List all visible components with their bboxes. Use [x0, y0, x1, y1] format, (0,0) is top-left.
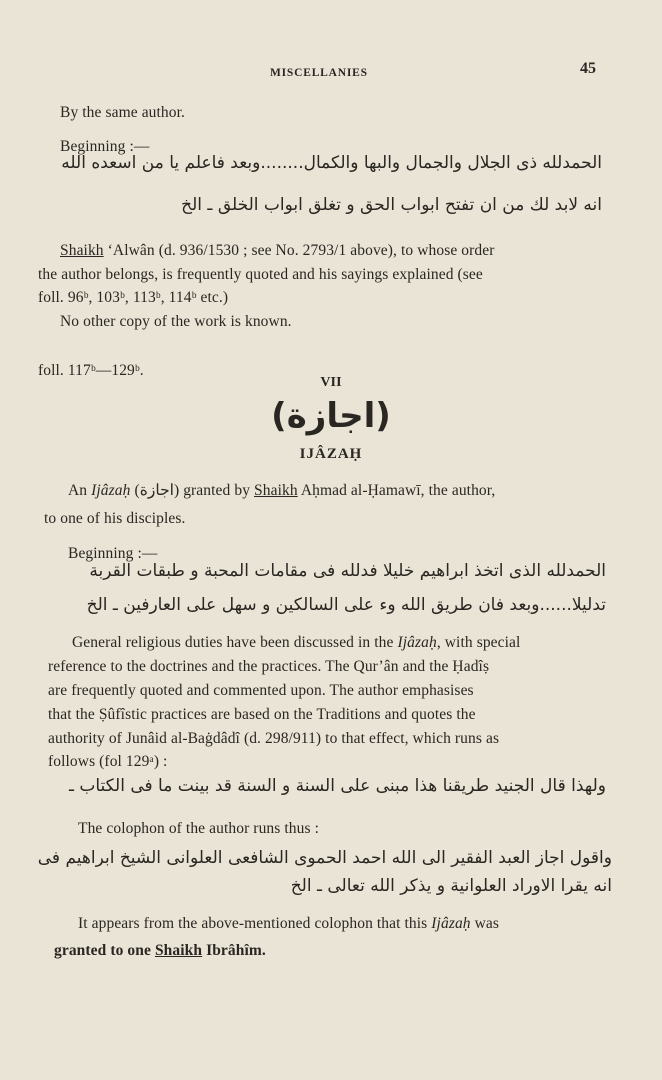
- page-number: 45: [580, 60, 596, 77]
- ijazah-term: Ijâzaḥ: [91, 482, 131, 499]
- shaikh-name: Shaikh: [254, 482, 298, 499]
- arabic-quote: ولهذا قال الجنید طریقنا هذا مبنی علی السنة و السنة قد بینت ما فی الکتاب ـ: [68, 776, 606, 796]
- final-line-2: [54, 942, 266, 960]
- arabic-beginning-2-line-1: الحمدلله الذی اتخذ ابراهیم خلیلا فدلله فی مقامات المحبة و طبقات القربة: [89, 561, 606, 581]
- text-span: Aḥmad al-Ḥamawī, the author,: [297, 482, 496, 499]
- arabic-section-title: (اجازة): [271, 396, 391, 436]
- ijazah-term: Ijâzaḥ: [431, 915, 471, 932]
- text-span: was: [470, 915, 500, 932]
- colophon-intro: The colophon of the author runs thus :: [78, 820, 319, 837]
- same-author-line: By the same author.: [60, 104, 186, 121]
- beginning-label-1: Beginning :—: [60, 138, 150, 155]
- body-line-5: authority of Junâid al-Baġdâdî (d. 298/911) to that effect, which runs as: [48, 730, 500, 747]
- running-title: MISCELLANIES: [270, 67, 368, 79]
- text-span: , with special: [436, 634, 521, 651]
- text-span: (اجازة) granted by: [130, 482, 255, 499]
- paragraph-1-line-1: [60, 242, 495, 260]
- final-line-1: [78, 915, 499, 933]
- paragraph-2: No other copy of the work is known.: [60, 313, 292, 330]
- paragraph-1-line-2: the author belongs, is frequently quoted and his sayings explained (see: [38, 266, 483, 283]
- arabic-beginning-line-2: انه لابد لك من ان تفتح ابواب الحق و تغلق ابواب الخلق ـ الخ: [181, 195, 602, 215]
- arabic-colophon-line-2: انه یقرا الاوراد العلوانیة و یذکر الله تعالی ـ الخ: [290, 876, 612, 896]
- text-span: It appears from the above-mentioned colophon that this: [78, 915, 432, 932]
- folios-range: foll. 117ᵇ—129ᵇ.: [38, 362, 144, 379]
- text-span: General religious duties have been discussed in the: [72, 634, 398, 651]
- text-span: granted to one: [54, 942, 155, 959]
- ijazah-term: Ijâzaḥ: [397, 634, 437, 651]
- beginning-label-2: Beginning :—: [68, 545, 158, 562]
- body-line-6: follows (fol 129ᵃ) :: [48, 753, 168, 770]
- arabic-colophon-line-1: واقول اجاز العبد الفقیر الی الله احمد الحموی الشافعی العلوانی الشیخ ابراهیم فی: [37, 848, 612, 868]
- paragraph-1-line-3: foll. 96ᵇ, 103ᵇ, 113ᵇ, 114ᵇ etc.): [38, 289, 229, 306]
- arabic-beginning-2-line-2: تدلیلا......وبعد فان طریق الله وء علی السالکین و سهل علی العارفین ـ الخ: [86, 595, 606, 615]
- section-roman-numeral: VII: [320, 375, 342, 390]
- shaikh-name: Shaikh: [154, 942, 203, 959]
- text-span: ‘Alwân (d. 936/1530 ; see No. 2793/1 above), to whose order: [103, 242, 495, 259]
- body-line-3: are frequently quoted and commented upon. The author emphasises: [48, 682, 474, 699]
- shaikh-name: Shaikh: [60, 242, 104, 259]
- body-line-1: [72, 634, 520, 652]
- body-line-2: reference to the doctrines and the practices. The Qur’ân and the Ḥadîṣ: [48, 658, 490, 675]
- intro-line-1: [68, 481, 495, 500]
- body-line-4: that the Ṣûfîstic practices are based on the Traditions and quotes the: [48, 706, 476, 723]
- text-span: Ibrâhîm.: [202, 942, 266, 959]
- section-title: IJÂZAḤ: [299, 446, 363, 462]
- text-span: An: [68, 482, 92, 499]
- arabic-beginning-line-1: الحمدلله ذی الجلال والجمال والبها والکمال........وبعد فاعلم یا من اسعده الله: [61, 153, 602, 173]
- intro-line-2: to one of his disciples.: [44, 510, 186, 527]
